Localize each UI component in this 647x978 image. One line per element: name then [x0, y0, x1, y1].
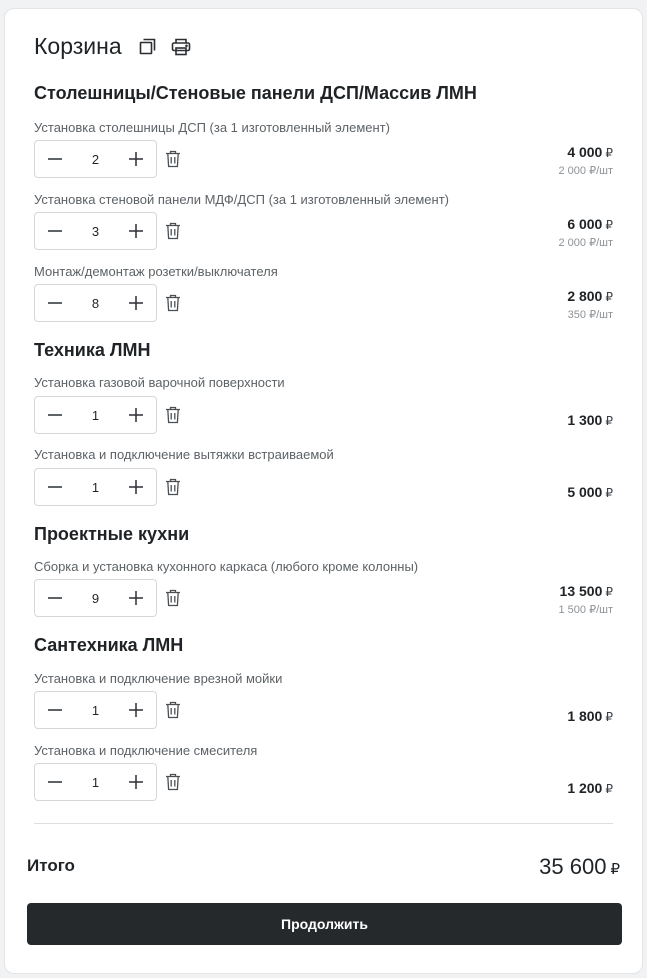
decrease-button[interactable] — [35, 397, 75, 433]
increase-button[interactable] — [116, 580, 156, 616]
decrease-button[interactable] — [35, 141, 75, 177]
trash-icon[interactable] — [165, 222, 181, 240]
decrease-button[interactable] — [35, 285, 75, 321]
item-price: 1 300 ₽ — [567, 412, 613, 428]
quantity-stepper[interactable] — [34, 140, 157, 178]
item-name: Установка и подключение врезной мойки — [34, 671, 283, 686]
quantity-value[interactable]: 1 — [91, 702, 100, 718]
category-title: Проектные кухни — [34, 524, 190, 544]
quantity-value[interactable]: 2 — [91, 151, 100, 167]
increase-button[interactable] — [116, 141, 156, 177]
increase-button[interactable] — [116, 469, 156, 505]
increase-button[interactable] — [116, 213, 156, 249]
item-name: Установка и подключение вытяжки встраиваемой — [34, 447, 334, 462]
category-title: Техника ЛМН — [34, 340, 151, 360]
quantity-stepper[interactable] — [34, 579, 157, 617]
unit-price: 350 ₽/шт — [567, 309, 613, 321]
trash-icon[interactable] — [165, 294, 181, 312]
item-name: Установка газовой варочной поверхности — [34, 375, 285, 390]
trash-icon[interactable] — [165, 773, 181, 791]
item-name: Установка стеновой панели МДФ/ДСП (за 1 изготовленный элемент) — [34, 192, 449, 207]
item-price: 2 800 ₽ — [567, 288, 613, 304]
quantity-stepper[interactable] — [34, 396, 157, 434]
cart-panel — [4, 8, 643, 974]
copy-icon[interactable] — [138, 37, 158, 57]
quantity-value[interactable]: 9 — [91, 590, 100, 606]
quantity-value[interactable]: 3 — [91, 223, 100, 239]
item-name: Монтаж/демонтаж розетки/выключателя — [34, 264, 278, 279]
category-title: Столешницы/Стеновые панели ДСП/Массив ЛМН — [34, 83, 477, 103]
item-price: 13 500 ₽ — [559, 583, 613, 599]
page-title: Корзина — [34, 33, 122, 59]
quantity-stepper[interactable] — [34, 468, 157, 506]
decrease-button[interactable] — [35, 213, 75, 249]
unit-price: 2 000 ₽/шт — [558, 165, 613, 177]
quantity-value[interactable]: 1 — [91, 774, 100, 790]
increase-button[interactable] — [116, 764, 156, 800]
item-price: 1 200 ₽ — [567, 780, 613, 796]
increase-button[interactable] — [116, 285, 156, 321]
quantity-value[interactable]: 8 — [91, 295, 100, 311]
quantity-stepper[interactable] — [34, 763, 157, 801]
item-price: 1 800 ₽ — [567, 708, 613, 724]
item-name: Сборка и установка кухонного каркаса (любого кроме колонны) — [34, 559, 419, 574]
item-price: 6 000 ₽ — [567, 216, 613, 232]
item-price: 4 000 ₽ — [567, 144, 613, 160]
divider — [34, 823, 613, 824]
decrease-button[interactable] — [35, 469, 75, 505]
total-value: 35 600 ₽ — [539, 854, 620, 879]
trash-icon[interactable] — [165, 701, 181, 719]
increase-button[interactable] — [116, 692, 156, 728]
item-price: 5 000 ₽ — [567, 484, 613, 500]
cart-header — [34, 33, 191, 60]
quantity-value[interactable]: 1 — [91, 479, 100, 495]
quantity-stepper[interactable] — [34, 284, 157, 322]
quantity-value[interactable]: 1 — [91, 407, 100, 423]
quantity-stepper[interactable] — [34, 212, 157, 250]
decrease-button[interactable] — [35, 580, 75, 616]
decrease-button[interactable] — [35, 764, 75, 800]
category-title: Сантехника ЛМН — [34, 635, 184, 655]
unit-price: 1 500 ₽/шт — [558, 604, 613, 616]
trash-icon[interactable] — [165, 589, 181, 607]
increase-button[interactable] — [116, 397, 156, 433]
unit-price: 2 000 ₽/шт — [558, 237, 613, 249]
item-name: Установка и подключение смесителя — [34, 743, 258, 758]
continue-button[interactable]: Продолжить — [27, 903, 622, 945]
item-name: Установка столешницы ДСП (за 1 изготовленный элемент) — [34, 120, 390, 135]
quantity-stepper[interactable] — [34, 691, 157, 729]
trash-icon[interactable] — [165, 406, 181, 424]
total-label: Итого — [27, 856, 75, 875]
trash-icon[interactable] — [165, 478, 181, 496]
decrease-button[interactable] — [35, 692, 75, 728]
trash-icon[interactable] — [165, 150, 181, 168]
print-icon[interactable] — [171, 37, 191, 57]
